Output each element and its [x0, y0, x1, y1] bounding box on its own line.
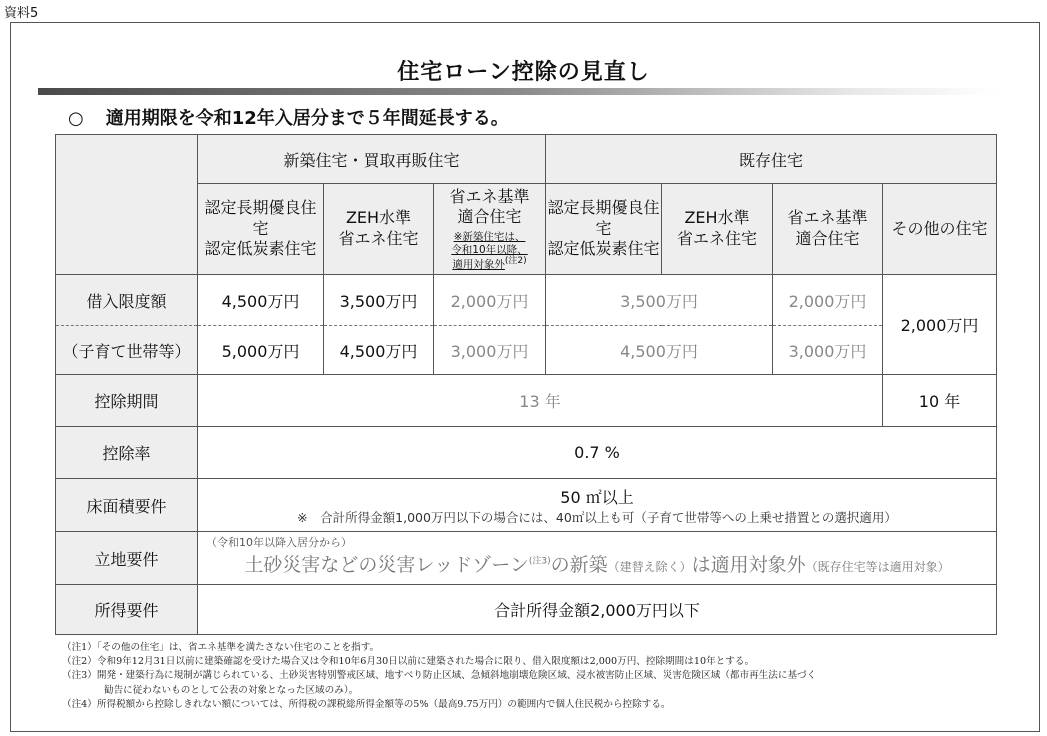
- limit-existing-energy-standard: 2,000万円: [773, 275, 883, 326]
- child-existing-energy-standard: 3,000万円: [773, 326, 883, 375]
- child-new-zeh: 4,500万円: [324, 326, 434, 375]
- limit-new-certified: 4,500万円: [198, 275, 324, 326]
- bullet-circle-icon: ○: [68, 108, 84, 129]
- row-label-deduction-rate: 控除率: [56, 427, 198, 479]
- subheader-other-housing: その他の住宅: [883, 184, 997, 275]
- income-requirement: 合計所得金額2,000万円以下: [198, 585, 997, 635]
- row-label-child-households: （子育て世帯等）: [56, 326, 198, 375]
- row-label-floor-area: 床面積要件: [56, 479, 198, 532]
- subheader-new-energy-standard: 省エネ基準 適合住宅 ※新築住宅は、 令和10年以降、 適用対象外(注2): [434, 184, 546, 275]
- floor-area-note: ※ 合計所得金額1,000万円以下の場合には、40㎡以上も可（子育て世帯等への上乗せ措置との選択適用）: [297, 509, 897, 525]
- subheader-existing-zeh: ZEH水準 省エネ住宅: [662, 184, 773, 275]
- floor-area-requirement: [198, 479, 997, 532]
- footnote-4: （注4）所得税額から控除しきれない額については、所得税の課税総所得金額等の5%（最高9.75万円）の範囲内で個人住民税から控除する。: [62, 698, 671, 710]
- page-title: 住宅ローン控除の見直し: [397, 60, 650, 85]
- location-requirement: [198, 532, 997, 585]
- child-existing-certified-zeh: 4,500万円: [546, 326, 773, 375]
- row-label-deduction-period: 控除期間: [56, 375, 198, 427]
- corner-cell: [56, 135, 198, 275]
- limit-other-housing: 2,000万円: [883, 275, 997, 375]
- limit-existing-certified-zeh: 3,500万円: [546, 275, 773, 326]
- child-new-energy-standard: 3,000万円: [434, 326, 546, 375]
- header-new-housing: 新築住宅・買取再販住宅: [198, 135, 546, 184]
- limit-new-zeh: 3,500万円: [324, 275, 434, 326]
- summary-text: 適用期限を令和12年入居分まで５年間延長する。: [105, 108, 509, 129]
- subheader-new-certified: 認定長期優良住宅 認定低炭素住宅: [198, 184, 324, 275]
- footnote-3: （注3）開発・建築行為に規制が講じられている、土砂災害特別警戒区域、地すべり防止区域、急傾斜地崩壊危険区域、浸水被害防止区域、災害危険区域（都市再生法に基づく: [62, 670, 817, 682]
- title-underline-bar: [38, 88, 998, 95]
- child-new-certified: 5,000万円: [198, 326, 324, 375]
- footnote-2: （注2）令和9年12月31日以前に建築確認を受けた場合又は令和10年6月30日以前に建築された場合に限り、借入限度額は2,000万円、控除期間は10年とする。: [62, 656, 755, 668]
- deduction-period-other: 10 年: [883, 375, 997, 427]
- floor-area-main: 50 ㎡以上: [560, 487, 634, 507]
- summary-bullet: [68, 104, 509, 130]
- loan-deduction-table: [55, 134, 997, 635]
- deduction-rate-value: 0.7 %: [198, 427, 997, 479]
- footnotes: [62, 641, 992, 712]
- row-label-location: 立地要件: [56, 532, 198, 585]
- location-main-text: 土砂災害などの災害レッドゾーン$^{(注3)}$の新築（建替え除く）は適用対象外（既存住宅等は適用対象）: [244, 553, 950, 576]
- footnote-1: （注1）「その他の住宅」は、省エネ基準を満たさない住宅のことを指す。: [62, 642, 380, 653]
- location-pre-note: （令和10年以降入居分から）: [206, 536, 352, 549]
- subheader-existing-certified: 認定長期優良住宅 認定低炭素住宅: [546, 184, 662, 275]
- footnote-3-continued: 勧告に従わないものとして公表の対象となった区域のみ）。: [104, 684, 359, 696]
- row-label-borrowing-limit: 借入限度額: [56, 275, 198, 326]
- header-existing-housing: 既存住宅: [546, 135, 997, 184]
- limit-new-energy-standard: 2,000万円: [434, 275, 546, 326]
- subheader-existing-energy-standard: 省エネ基準 適合住宅: [773, 184, 883, 275]
- document-label: 資料5: [4, 6, 39, 21]
- row-label-income: 所得要件: [56, 585, 198, 635]
- deduction-period-main: 13 年: [198, 375, 883, 427]
- subheader-new-zeh: ZEH水準 省エネ住宅: [324, 184, 434, 275]
